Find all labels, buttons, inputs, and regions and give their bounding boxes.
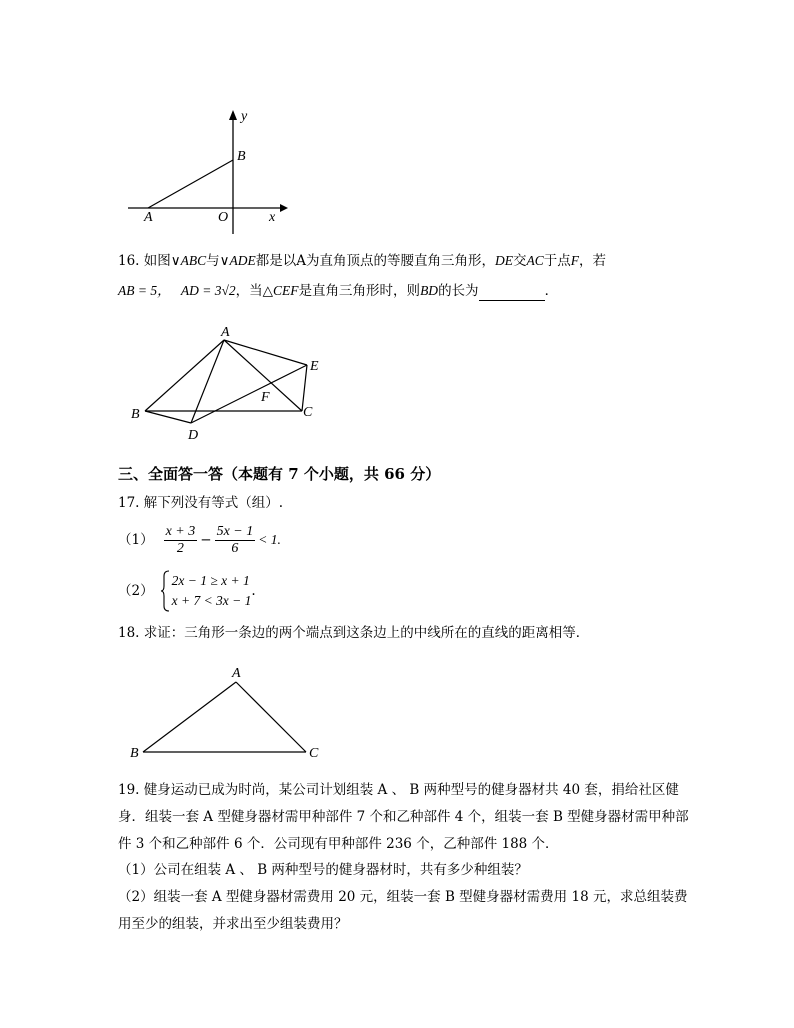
fraction-2-denominator: 6 [231, 540, 239, 556]
label-o: O [218, 210, 229, 225]
x-axis-arrow [280, 204, 288, 212]
segment-bd-fig [145, 411, 191, 423]
q16-period: ． [544, 283, 559, 299]
q17-part2-period: . [251, 583, 256, 599]
label-d16: D [188, 428, 199, 443]
q16-line2 [118, 281, 558, 301]
q18-text: 18. 求证：三角形一条边的两个端点到这条边上的中线所在的直线的距离相等． [118, 625, 590, 641]
minus-sign: − [200, 532, 212, 548]
q19-line5: （2）组装一套 A 型健身器材需费用 20 元，组装一套 B 型健身器材需费用 18 元，求总组装费 [118, 889, 688, 905]
label-f16: F [261, 390, 270, 405]
coordinate-figure [120, 100, 290, 240]
q19-line4: （1）公司在组装 A 、 B 两种型号的健身器材时，共有多少种组装？ [118, 862, 528, 878]
y-axis-arrow [229, 110, 237, 120]
q16-line1 [118, 251, 606, 271]
inequality-2: x + 7 < 3x − 1 [171, 593, 252, 608]
inequality-1: 2x − 1 ≥ x + 1 [171, 573, 250, 588]
q16-desc: 都是以A为直角顶点的等腰直角三角形， [255, 253, 496, 269]
answer-blank[interactable] [479, 286, 545, 301]
q17-part2-label: （2） [118, 583, 154, 599]
triangle-ade: ∨ADE [219, 253, 256, 268]
fraction-2 [215, 524, 256, 557]
fraction-1-numerator: x + 3 [165, 523, 196, 539]
q16-prefix: 16. 如图 [118, 253, 171, 269]
fraction-1 [164, 524, 198, 557]
label-c18: C [309, 746, 319, 761]
segment-ab [148, 160, 233, 208]
label-y: y [241, 109, 248, 124]
segment-ab-fig [145, 340, 224, 411]
segment-ab18 [143, 682, 236, 752]
q17-title: 17. 解下列没有等式（组）. [118, 495, 284, 511]
q17-part1 [118, 520, 281, 560]
q19-line1: 19. 健身运动已成为时尚，某公司计划组装 A 、 B 两种型号的健身器材共 40 套，捐给社区健 [118, 782, 679, 798]
segment-bd: BD [420, 283, 439, 298]
label-a16: A [221, 325, 230, 340]
q16-cross: 交 [513, 253, 527, 269]
q19-line6: 用至少的组装，并求出至少组装费用？ [118, 916, 348, 932]
ad-equation: AD = 3√2 [180, 283, 236, 298]
fraction-2-numerator: 5x − 1 [216, 523, 254, 539]
label-a: A [144, 210, 153, 225]
q16-length-is: 的长为 [438, 283, 479, 299]
q17-part1-label: （1） [118, 532, 154, 548]
label-a18: A [232, 666, 241, 681]
ab-equation: AB = 5， [118, 283, 171, 298]
q16-and: 与 [206, 253, 220, 269]
triangle-figure-16 [125, 322, 330, 444]
q19-line3: 件 3 个和乙种部件 6 个．公司现有甲种部件 236 个，乙种部件 188 个． [118, 836, 559, 852]
fraction-1-denominator: 2 [176, 540, 184, 556]
triangle-abc: ∨ABC [170, 253, 207, 268]
label-x: x [269, 210, 276, 225]
triangle-figure-18 [125, 660, 330, 765]
point-f: F [570, 253, 580, 268]
label-b: B [237, 149, 246, 164]
triangle-cef: △CEF [262, 283, 299, 298]
brace [160, 570, 170, 612]
inequality-rhs: < 1. [258, 532, 281, 547]
q16-if: ，若 [579, 253, 607, 269]
label-c16: C [303, 405, 313, 420]
q16-when: ，当 [235, 283, 263, 299]
segment-de: DE [495, 253, 514, 268]
section-heading: 三、全面答一答（本题有 7 个小题，共 66 分） [118, 465, 441, 483]
segment-ac18 [236, 682, 306, 752]
label-b16: B [131, 407, 140, 422]
segment-ac: AC [526, 253, 544, 268]
q16-at-point: 于点 [543, 253, 571, 269]
label-e16: E [310, 359, 319, 374]
segment-ae-fig [224, 340, 307, 365]
label-b18: B [130, 746, 139, 761]
q17-part2 [118, 570, 256, 612]
q16-condition: 是直角三角形时，则 [298, 283, 421, 299]
inequality-system [172, 571, 252, 611]
q19-line2: 身．组装一套 A 型健身器材需甲种部件 7 个和乙种部件 4 个，组装一套 B 型健身器材需甲种部 [118, 809, 689, 825]
segment-de-fig [191, 365, 307, 423]
